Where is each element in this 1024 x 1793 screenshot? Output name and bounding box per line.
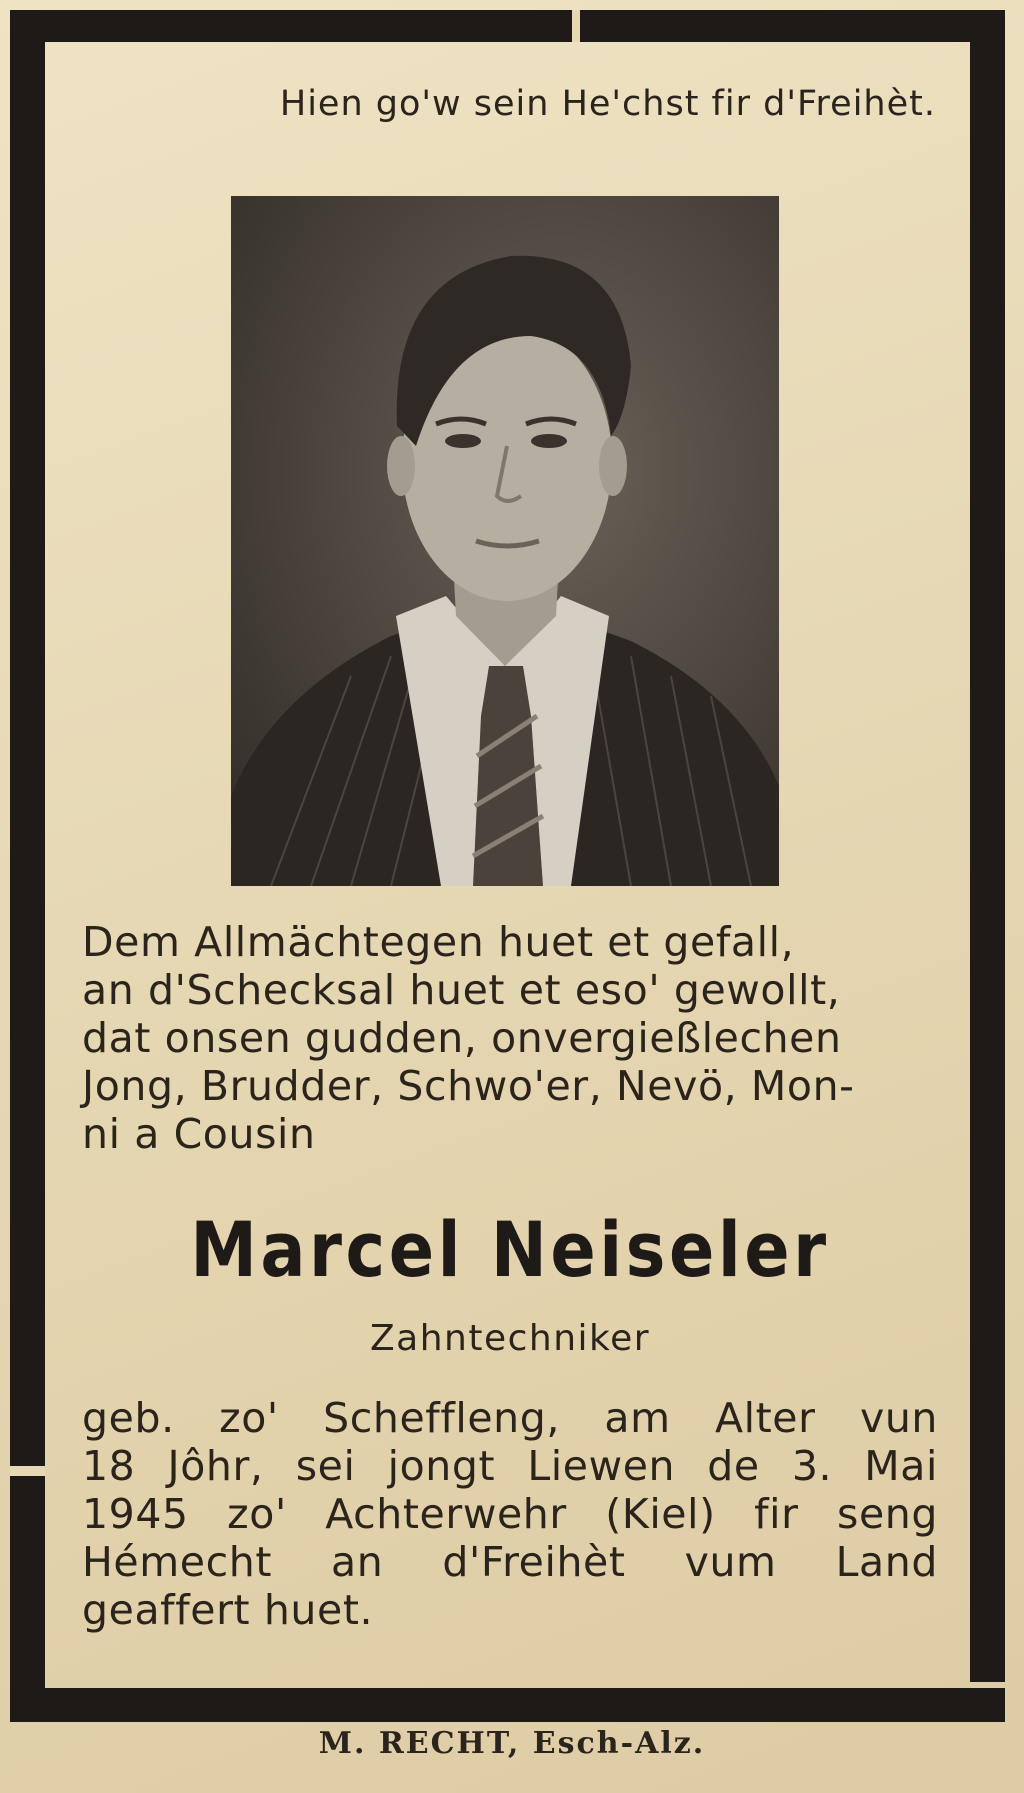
- deceased-name: Marcel Neiseler: [190, 1205, 830, 1294]
- intro-line: an d'Schecksal huet et eso' gewollt,: [82, 966, 841, 1014]
- portrait-illustration: [231, 196, 779, 886]
- detail-line: geb. zo' Scheffleng, am Alter vun: [82, 1394, 938, 1442]
- portrait-photo: [231, 196, 779, 886]
- detail-line: geaffert huet.: [82, 1586, 374, 1634]
- frame-border-top: [10, 10, 1005, 42]
- frame-gap: [572, 10, 580, 42]
- detail-line: 1945 zo' Achterwehr (Kiel) fir seng: [82, 1490, 938, 1538]
- printer-imprint: M. RECHT, Esch-Alz.: [318, 1726, 706, 1761]
- frame-border-bottom: [10, 1688, 1005, 1722]
- intro-line: dat onsen gudden, onvergießlechen: [82, 1014, 842, 1062]
- occupation: Zahntechniker: [369, 1318, 651, 1359]
- motto: Hien go'w sein He'chst fir d'Freihèt.: [279, 84, 936, 124]
- intro-line: ni a Cousin: [82, 1110, 316, 1158]
- detail-line: 18 Jôhr, sei jongt Liewen de 3. Mai: [82, 1442, 938, 1490]
- intro-line: Jong, Brudder, Schwo'er, Nevö, Mon-: [82, 1062, 855, 1110]
- detail-line: Hémecht an d'Freihèt vum Land: [82, 1538, 938, 1586]
- intro-line: Dem Allmächtegen huet et gefall,: [82, 918, 795, 966]
- frame-gap: [10, 1466, 45, 1476]
- frame-border-right: [970, 10, 1005, 1682]
- details-text: [82, 1394, 938, 1634]
- intro-text: [82, 918, 938, 1158]
